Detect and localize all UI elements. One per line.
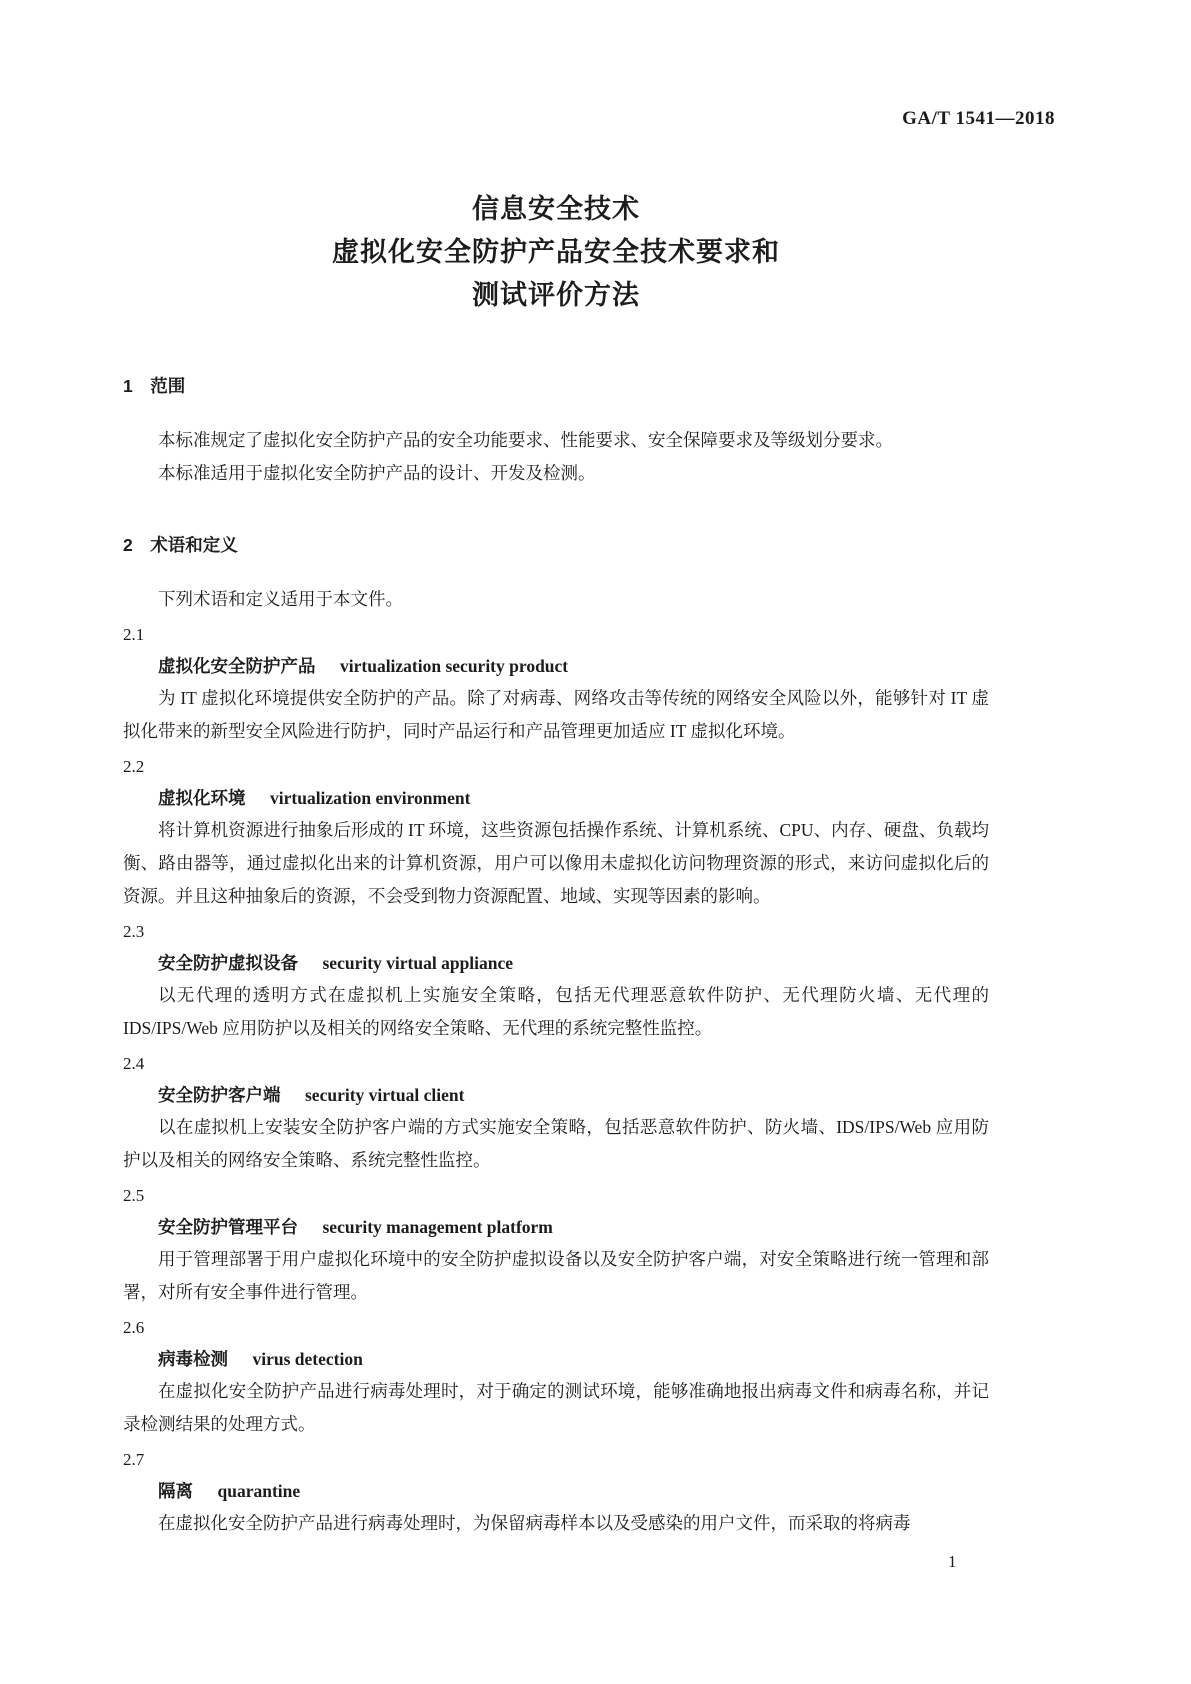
term-block-2-1: [123, 620, 989, 748]
document-title: [123, 188, 989, 317]
term-block-2-5: [123, 1181, 989, 1309]
term-title-en: security virtual client: [305, 1085, 465, 1105]
term-title: [123, 1343, 989, 1375]
term-title-zh: 隔离: [158, 1481, 193, 1501]
term-title-en: virtualization security product: [340, 656, 569, 676]
term-title: [123, 650, 989, 682]
term-definition: 用于管理部署于用户虚拟化环境中的安全防护虚拟设备以及安全防护客户端，对安全策略进行统一管理和部署，对所有安全事件进行管理。: [123, 1249, 989, 1302]
section-1-paragraph-1: 本标准规定了虚拟化安全防护产品的安全功能要求、性能要求、安全保障要求及等级划分要求。: [158, 430, 893, 450]
term-number: 2.3: [123, 922, 145, 941]
term-number: 2.5: [123, 1186, 145, 1205]
term-block-2-6: [123, 1313, 989, 1441]
term-number: 2.1: [123, 625, 145, 644]
term-block-2-2: [123, 752, 989, 913]
term-title: [123, 782, 989, 814]
term-definition: 为 IT 虚拟化环境提供安全防护的产品。除了对病毒、网络攻击等传统的网络安全风险以外，能够针对 IT 虚拟化带来的新型安全风险进行防护，同时产品运行和产品管理更加适应 IT 虚拟化环境。: [123, 688, 989, 741]
term-number: 2.2: [123, 757, 145, 776]
term-title-en: virtualization environment: [270, 788, 471, 808]
term-title: [123, 1475, 989, 1507]
term-block-2-4: [123, 1049, 989, 1177]
term-block-2-3: [123, 917, 989, 1045]
term-title-en: security virtual appliance: [322, 953, 514, 973]
term-block-2-7: [123, 1445, 989, 1540]
term-definition: 将计算机资源进行抽象后形成的 IT 环境，这些资源包括操作系统、计算机系统、CPU、内存、硬盘、负载均衡、路由器等，通过虚拟化出来的计算机资源，用户可以像用未虚拟化访问物理资源的形式，来访问虚拟化后的资源。并且这种抽象后的资源，不会受到物力资源配置、地域、实现等因素的影响。: [123, 820, 989, 906]
term-number: 2.6: [123, 1318, 145, 1337]
term-title-zh: 虚拟化环境: [158, 788, 246, 808]
term-number: 2.7: [123, 1450, 145, 1469]
term-title-en: quarantine: [217, 1481, 301, 1501]
section-2-intro: 下列术语和定义适用于本文件。: [158, 589, 403, 609]
term-title-zh: 安全防护客户端: [158, 1085, 281, 1105]
title-line-2: 虚拟化安全防护产品安全技术要求和: [332, 237, 780, 267]
term-title-zh: 安全防护虚拟设备: [158, 953, 298, 973]
term-title-zh: 虚拟化安全防护产品: [158, 656, 316, 676]
page-number: 1: [948, 1552, 957, 1571]
term-definition: 以无代理的透明方式在虚拟机上实施安全策略，包括无代理恶意软件防护、无代理防火墙、无代理的 IDS/IPS/Web 应用防护以及相关的网络安全策略、无代理的系统完整性监控。: [123, 985, 989, 1038]
term-title: [123, 1079, 989, 1111]
term-title: [123, 1211, 989, 1243]
term-title-en: virus detection: [252, 1349, 363, 1369]
title-line-3: 测试评价方法: [472, 280, 640, 310]
term-title-zh: 安全防护管理平台: [158, 1217, 298, 1237]
term-definition: 在虚拟化安全防护产品进行病毒处理时，为保留病毒样本以及受感染的用户文件，而采取的将病毒: [158, 1513, 911, 1533]
term-definition: 以在虚拟机上安装安全防护客户端的方式实施安全策略，包括恶意软件防护、防火墙、IDS/IPS/Web 应用防护以及相关的网络安全策略、系统完整性监控。: [123, 1117, 989, 1170]
term-title-en: security management platform: [322, 1217, 553, 1237]
term-definition: 在虚拟化安全防护产品进行病毒处理时，对于确定的测试环境，能够准确地报出病毒文件和病毒名称，并记录检测结果的处理方式。: [123, 1381, 989, 1434]
standard-number: GA/T 1541—2018: [902, 108, 1055, 129]
title-line-1: 信息安全技术: [472, 194, 640, 224]
section-1-heading: 1 范围: [123, 376, 186, 396]
section-1-paragraph-2: 本标准适用于虚拟化安全防护产品的设计、开发及检测。: [158, 463, 596, 483]
term-title-zh: 病毒检测: [158, 1349, 228, 1369]
term-number: 2.4: [123, 1054, 145, 1073]
term-title: [123, 947, 989, 979]
section-2-heading: 2 术语和定义: [123, 535, 238, 555]
